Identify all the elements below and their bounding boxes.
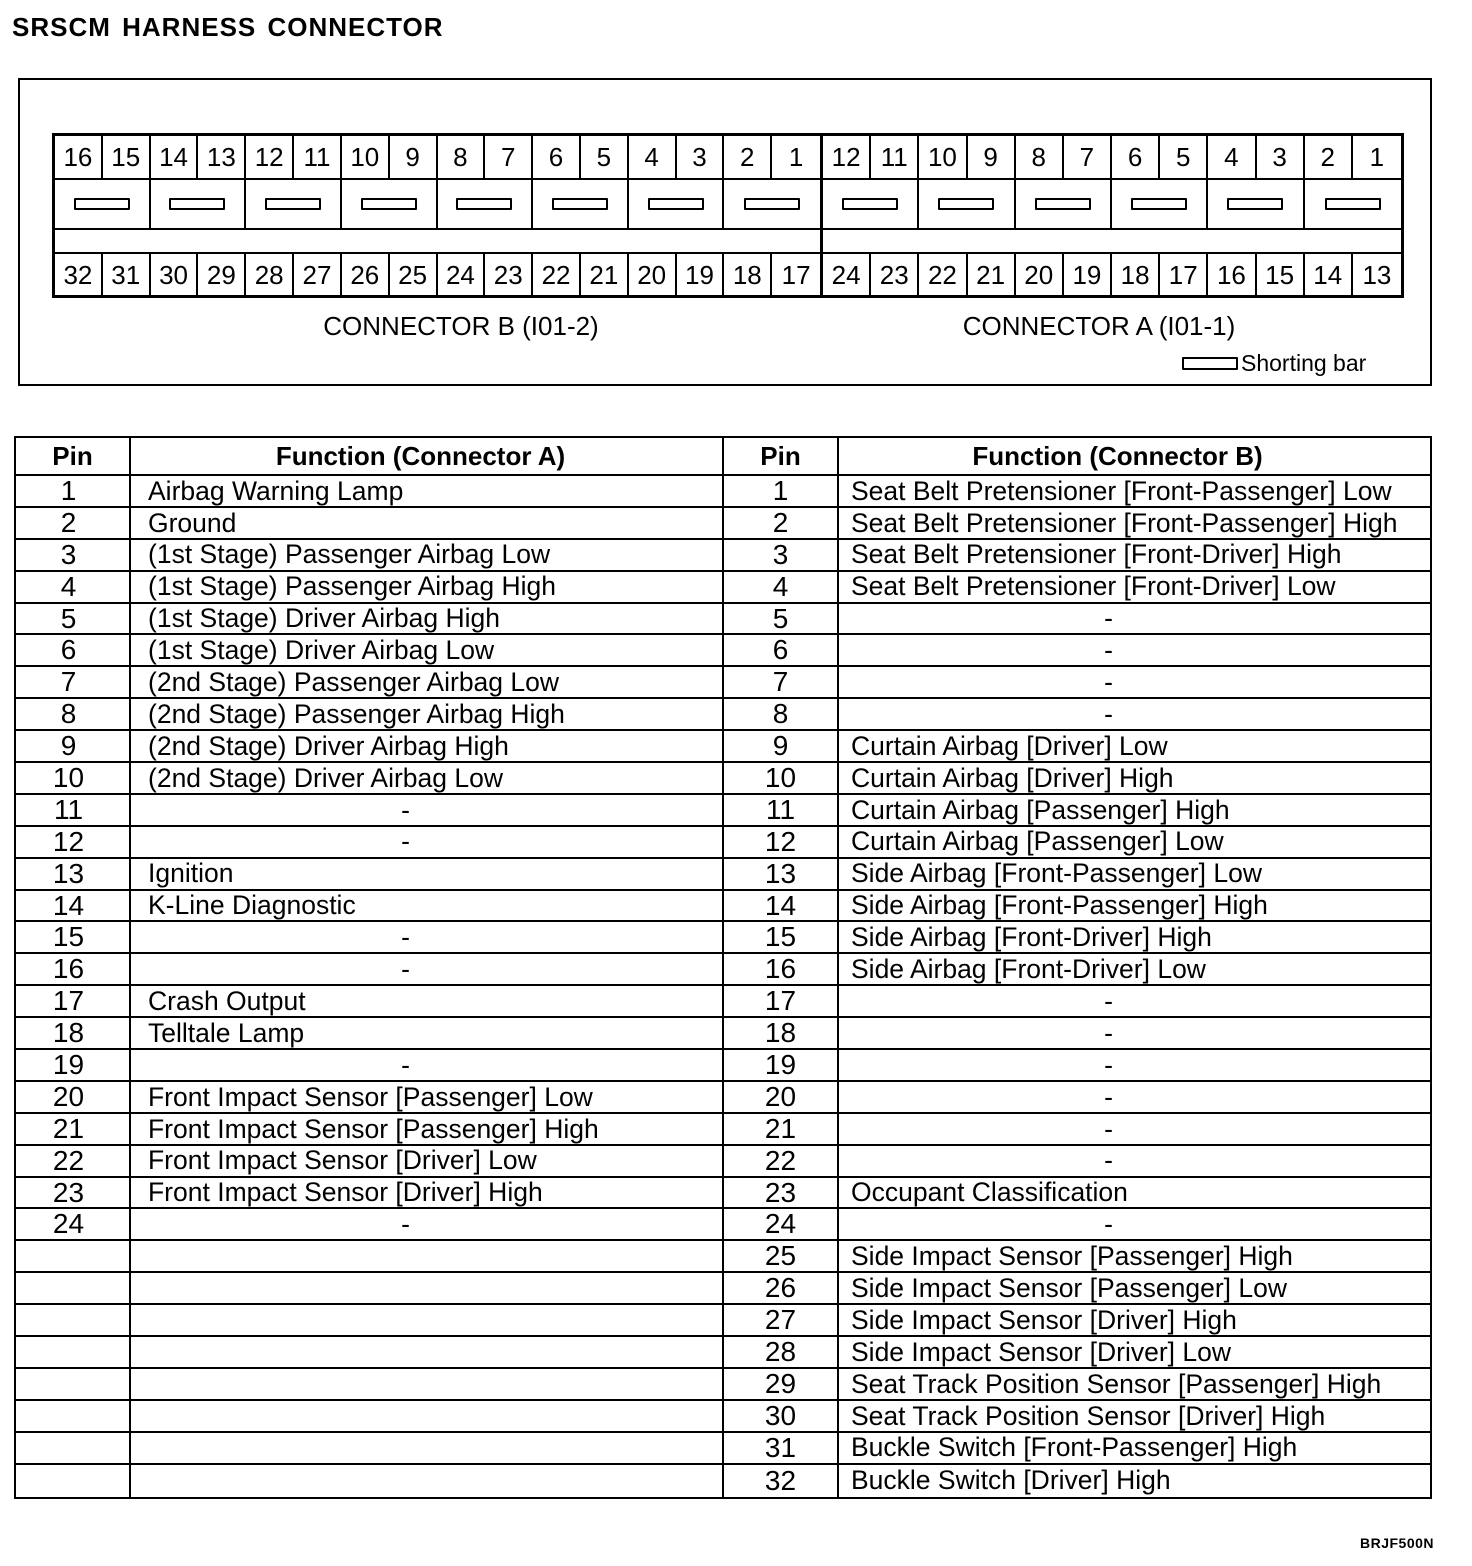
connector-a-grid — [823, 136, 1401, 295]
figure-code: BRJF500N — [1360, 1535, 1435, 1551]
connector-b-bottom-pin: 23 — [485, 254, 533, 295]
function-b-cell: Side Impact Sensor [Passenger] High — [851, 1241, 1293, 1272]
function-a-cell: (2nd Stage) Passenger Airbag High — [131, 699, 724, 729]
pin-b-cell: 7 — [724, 667, 839, 697]
connector-a-top-pin: 8 — [1016, 136, 1064, 180]
function-b-cell: Occupant Classification — [851, 1177, 1128, 1208]
pin-b-cell: 22 — [724, 1146, 839, 1176]
function-a-cell: Front Impact Sensor [Passenger] High — [131, 1114, 724, 1144]
connector-b-bottom-pin: 25 — [390, 254, 438, 295]
connector-a-bottom-pin: 18 — [1112, 254, 1160, 295]
connector-b-top-pin: 4 — [629, 136, 677, 180]
pin-b-cell: 26 — [724, 1273, 839, 1303]
connector-a-top-pin: 6 — [1112, 136, 1160, 180]
function-a-cell: (2nd Stage) Passenger Airbag Low — [131, 667, 724, 697]
pin-a-cell: 24 — [16, 1209, 131, 1239]
function-b-cell: Seat Belt Pretensioner [Front-Passenger] High — [851, 507, 1398, 538]
function-a-cell — [131, 1305, 724, 1335]
connector-a-bottom-pin: 24 — [823, 254, 871, 295]
connector-b-shorting-bar — [456, 198, 512, 210]
pin-b-cell: 23 — [724, 1178, 839, 1208]
connector-a-spacer-row — [823, 230, 1401, 254]
function-a-cell: Ignition — [131, 859, 724, 889]
pin-a-cell — [16, 1305, 131, 1335]
pin-b-cell: 2 — [724, 508, 839, 538]
table-row — [16, 859, 1430, 891]
table-row — [16, 731, 1430, 763]
table-row — [16, 1082, 1430, 1114]
function-a-cell — [131, 1401, 724, 1431]
table-row — [16, 1241, 1430, 1273]
function-a-cell: - — [131, 1050, 724, 1080]
table-row — [16, 476, 1430, 508]
pin-a-cell: 4 — [16, 572, 131, 602]
function-b-cell: - — [1104, 699, 1113, 729]
function-a-cell: (2nd Stage) Driver Airbag Low — [131, 763, 724, 793]
function-a-cell: Front Impact Sensor [Driver] Low — [131, 1146, 724, 1176]
function-b-cell: Buckle Switch [Driver] High — [851, 1465, 1171, 1496]
connector-a-top-pin: 9 — [968, 136, 1016, 180]
connector-a-shorting-bar — [938, 198, 994, 210]
function-b-cell: - — [1104, 1113, 1113, 1144]
table-row — [16, 1114, 1430, 1146]
connector-b-shorting-bar-slot — [55, 180, 151, 230]
connector-b-shorting-bar-slot — [342, 180, 438, 230]
connector-b-bottom-pin: 19 — [677, 254, 725, 295]
function-a-cell: - — [131, 1209, 724, 1239]
pin-a-cell: 13 — [16, 859, 131, 889]
pin-a-cell: 18 — [16, 1018, 131, 1048]
pin-b-cell: 27 — [724, 1305, 839, 1335]
connector-b-bottom-pin: 22 — [533, 254, 581, 295]
pin-b-cell: 19 — [724, 1050, 839, 1080]
connector-b-shorting-bar-slot — [724, 180, 820, 230]
pin-b-cell: 6 — [724, 635, 839, 665]
connector-a-top-pin: 1 — [1353, 136, 1401, 180]
connector-b-bottom-pin: 30 — [151, 254, 199, 295]
header-pin-b: Pin — [724, 438, 839, 474]
pin-function-table — [14, 436, 1432, 1499]
pin-a-cell: 21 — [16, 1114, 131, 1144]
function-a-cell — [131, 1465, 724, 1497]
function-a-cell: (2nd Stage) Driver Airbag High — [131, 731, 724, 761]
connector-b-top-pin: 5 — [581, 136, 629, 180]
pin-b-cell: 24 — [724, 1209, 839, 1239]
function-a-cell: - — [131, 795, 724, 825]
connector-b-top-pin: 13 — [198, 136, 246, 180]
header-function-b: Function (Connector B) — [972, 441, 1263, 471]
function-b-cell: Seat Belt Pretensioner [Front-Passenger] Low — [851, 476, 1392, 506]
connector-a-top-pin: 5 — [1160, 136, 1208, 180]
pin-b-cell: 31 — [724, 1433, 839, 1463]
connector-b-bottom-pin: 32 — [55, 254, 103, 295]
connector-diagram — [18, 78, 1432, 386]
function-b-cell: Side Airbag [Front-Driver] Low — [851, 954, 1206, 985]
table-row — [16, 827, 1430, 859]
connector-b-top-pin: 2 — [724, 136, 772, 180]
connector-a-bottom-pin: 22 — [919, 254, 967, 295]
function-b-cell: Side Impact Sensor [Passenger] Low — [851, 1273, 1288, 1303]
function-a-cell: Front Impact Sensor [Passenger] Low — [131, 1082, 724, 1112]
pin-a-cell: 6 — [16, 635, 131, 665]
connector-b-shorting-bar — [744, 198, 800, 210]
table-row — [16, 604, 1430, 636]
function-b-cell: Side Impact Sensor [Driver] High — [851, 1305, 1237, 1335]
pin-a-cell: 10 — [16, 763, 131, 793]
function-b-cell: Side Airbag [Front-Passenger] High — [851, 890, 1268, 921]
connector-b-shorting-bar — [361, 198, 417, 210]
connector-a-bottom-pin: 17 — [1160, 254, 1208, 295]
connector-a-top-pin: 2 — [1305, 136, 1353, 180]
table-row — [16, 1369, 1430, 1401]
connector-b-top-pin: 12 — [246, 136, 294, 180]
function-b-cell: Seat Track Position Sensor [Passenger] High — [851, 1368, 1382, 1399]
function-a-cell: (1st Stage) Driver Airbag High — [131, 604, 724, 634]
pin-b-cell: 32 — [724, 1465, 839, 1497]
function-b-cell: Curtain Airbag [Driver] Low — [851, 731, 1168, 761]
connector-b-top-pin: 11 — [294, 136, 342, 180]
connector-a-top-pin: 11 — [871, 136, 919, 180]
pin-a-cell — [16, 1241, 131, 1271]
table-row — [16, 1305, 1430, 1337]
function-b-cell: Buckle Switch [Front-Passenger] High — [851, 1432, 1298, 1463]
header-function-a: Function (Connector A) — [131, 438, 724, 474]
connector-b-top-pin: 10 — [342, 136, 390, 180]
function-b-cell: Side Impact Sensor [Driver] Low — [851, 1337, 1231, 1367]
connector-b-shorting-bar-slot — [246, 180, 342, 230]
connector-b-bottom-pin: 20 — [629, 254, 677, 295]
legend-label: Shorting bar — [1241, 350, 1367, 376]
table-row — [16, 1209, 1430, 1241]
connector-b-bottom-pin: 26 — [342, 254, 390, 295]
connector-b-bottom-pin: 21 — [581, 254, 629, 295]
connector-b-top-pin: 7 — [485, 136, 533, 180]
connector-b-top-pin: 15 — [103, 136, 151, 180]
table-row — [16, 1018, 1430, 1050]
function-b-cell: Seat Belt Pretensioner [Front-Driver] Low — [851, 571, 1336, 602]
pin-a-cell: 5 — [16, 604, 131, 634]
header-pin-a: Pin — [16, 438, 131, 474]
function-a-cell — [131, 1337, 724, 1367]
connector-b-shorting-bar — [169, 198, 225, 210]
pin-a-cell: 23 — [16, 1178, 131, 1208]
function-a-cell: K-Line Diagnostic — [131, 891, 724, 921]
pin-a-cell — [16, 1465, 131, 1497]
pin-b-cell: 3 — [724, 540, 839, 570]
function-a-cell: Airbag Warning Lamp — [131, 476, 724, 506]
connector-a-shorting-bar-slot — [1208, 180, 1304, 230]
pin-b-cell: 18 — [724, 1018, 839, 1048]
connector-a-shorting-bar-slot — [919, 180, 1015, 230]
table-row — [16, 508, 1430, 540]
table-row — [16, 572, 1430, 604]
function-a-cell: Front Impact Sensor [Driver] High — [131, 1178, 724, 1208]
connector-a-shorting-bar — [1325, 198, 1381, 210]
function-a-cell: Ground — [131, 508, 724, 538]
connector-a-shorting-bar-slot — [1016, 180, 1112, 230]
connector-b-bottom-pin: 28 — [246, 254, 294, 295]
connector-b-top-pin: 14 — [151, 136, 199, 180]
pin-b-cell: 9 — [724, 731, 839, 761]
pin-a-cell — [16, 1337, 131, 1367]
page-title: SRSCM HARNESS CONNECTOR — [12, 12, 444, 42]
table-row — [16, 540, 1430, 572]
function-a-cell — [131, 1273, 724, 1303]
table-row — [16, 891, 1430, 923]
pin-a-cell: 7 — [16, 667, 131, 697]
connector-b-top-pin: 16 — [55, 136, 103, 180]
pin-a-cell: 9 — [16, 731, 131, 761]
table-row — [16, 667, 1430, 699]
pin-b-cell: 17 — [724, 986, 839, 1016]
connector-a-bottom-pin: 14 — [1305, 254, 1353, 295]
table-header-row — [16, 438, 1430, 476]
connector-b-label: CONNECTOR B (I01-2) — [323, 311, 599, 341]
connector-b-bottom-pin: 18 — [724, 254, 772, 295]
function-b-cell: - — [1104, 1145, 1113, 1176]
table-row — [16, 922, 1430, 954]
connector-a-shorting-bar — [1131, 198, 1187, 210]
connector-a-bottom-pin: 15 — [1257, 254, 1305, 295]
function-b-cell: - — [1104, 986, 1113, 1016]
connector-a-top-pin: 10 — [919, 136, 967, 180]
connector-b-bottom-pin: 27 — [294, 254, 342, 295]
pin-b-cell: 8 — [724, 699, 839, 729]
connector-b-top-pin: 6 — [533, 136, 581, 180]
shorting-bar-legend — [1182, 350, 1366, 376]
connector-b-shorting-bar — [552, 198, 608, 210]
connector-a-shorting-bar-slot — [1112, 180, 1208, 230]
connector-b-bottom-pin: 17 — [781, 259, 811, 290]
connector-b-spacer-row — [55, 230, 820, 254]
connector-grid — [52, 133, 1404, 298]
connector-a-top-pin: 4 — [1208, 136, 1256, 180]
function-a-cell: - — [131, 954, 724, 984]
pin-b-cell: 11 — [724, 795, 839, 825]
pin-a-cell: 11 — [16, 795, 131, 825]
pin-b-cell: 15 — [724, 922, 839, 952]
table-row — [16, 1050, 1430, 1082]
pin-b-cell: 10 — [724, 763, 839, 793]
function-b-cell: Curtain Airbag [Driver] High — [851, 763, 1174, 793]
table-row — [16, 1401, 1430, 1433]
pin-b-cell: 1 — [724, 476, 839, 506]
table-row — [16, 954, 1430, 986]
pin-b-cell: 21 — [724, 1114, 839, 1144]
function-b-cell: - — [1104, 1018, 1113, 1048]
function-a-cell: - — [131, 922, 724, 952]
function-a-cell: Crash Output — [131, 986, 724, 1016]
pin-a-cell: 17 — [16, 986, 131, 1016]
connector-b-shorting-bar-slot — [533, 180, 629, 230]
connector-b-shorting-bar-slot — [438, 180, 534, 230]
connector-b-shorting-bar-slot — [629, 180, 725, 230]
pin-b-cell: 14 — [724, 891, 839, 921]
connector-b-shorting-bar — [74, 198, 130, 210]
function-a-cell: (1st Stage) Passenger Airbag Low — [131, 540, 724, 570]
connector-a-top-pin: 3 — [1257, 136, 1305, 180]
connector-b-top-pin: 1 — [772, 136, 820, 180]
connector-a-shorting-bar — [1227, 198, 1283, 210]
connector-b-top-pin: 8 — [438, 136, 486, 180]
function-a-cell — [131, 1433, 724, 1463]
function-b-cell: Side Airbag [Front-Passenger] Low — [851, 858, 1262, 889]
function-b-cell: Side Airbag [Front-Driver] High — [851, 922, 1212, 953]
connector-b-bottom-pin: 31 — [103, 254, 151, 295]
pin-b-cell: 20 — [724, 1082, 839, 1112]
function-b-cell: - — [1104, 603, 1113, 634]
connector-b-top-pin: 9 — [390, 136, 438, 180]
pin-a-cell: 1 — [16, 476, 131, 506]
connector-a-top-pin: 7 — [1064, 136, 1112, 180]
pin-a-cell: 19 — [16, 1050, 131, 1080]
pin-b-cell: 29 — [724, 1369, 839, 1399]
pin-b-cell: 16 — [724, 954, 839, 984]
table-row — [16, 1337, 1430, 1369]
connector-a-bottom-pin: 23 — [871, 254, 919, 295]
pin-a-cell — [16, 1273, 131, 1303]
table-row — [16, 1273, 1430, 1305]
pin-b-cell: 12 — [724, 827, 839, 857]
connector-a-top-pin: 12 — [823, 136, 871, 180]
table-row — [16, 699, 1430, 731]
function-a-cell: (1st Stage) Passenger Airbag High — [131, 572, 724, 602]
function-b-cell: - — [1104, 1081, 1113, 1112]
pin-a-cell: 3 — [16, 540, 131, 570]
pin-a-cell — [16, 1401, 131, 1431]
function-b-cell: - — [1104, 667, 1113, 698]
shorting-bar-icon — [1182, 357, 1238, 370]
connector-b-shorting-bar — [648, 198, 704, 210]
connector-b-shorting-bar — [265, 198, 321, 210]
pin-a-cell: 22 — [16, 1146, 131, 1176]
function-a-cell: - — [131, 827, 724, 857]
connector-a-bottom-pin: 21 — [968, 254, 1016, 295]
pin-a-cell: 16 — [16, 954, 131, 984]
connector-b-shorting-bar-slot — [151, 180, 247, 230]
table-row — [16, 1178, 1430, 1210]
connector-a-bottom-pin: 19 — [1064, 254, 1112, 295]
table-row — [16, 763, 1430, 795]
connector-a-shorting-bar — [1035, 198, 1091, 210]
connector-b-grid — [55, 136, 823, 295]
function-b-cell: - — [1104, 1050, 1113, 1080]
pin-b-cell: 13 — [724, 859, 839, 889]
function-b-cell: Seat Belt Pretensioner [Front-Driver] High — [851, 539, 1342, 570]
pin-b-cell: 25 — [724, 1241, 839, 1271]
table-row — [16, 1433, 1430, 1465]
pin-b-cell: 30 — [724, 1401, 839, 1431]
function-b-cell: - — [1104, 1209, 1113, 1240]
table-row — [16, 1146, 1430, 1178]
connector-a-shorting-bar-slot — [1305, 180, 1401, 230]
connector-a-bottom-pin: 13 — [1362, 259, 1392, 290]
function-b-cell: Curtain Airbag [Passenger] High — [851, 794, 1230, 825]
pin-a-cell: 15 — [16, 922, 131, 952]
pin-a-cell — [16, 1433, 131, 1463]
pin-b-cell: 4 — [724, 572, 839, 602]
function-a-cell — [131, 1369, 724, 1399]
pin-a-cell: 14 — [16, 891, 131, 921]
function-a-cell: Telltale Lamp — [131, 1018, 724, 1048]
connector-b-bottom-pin: 24 — [438, 254, 486, 295]
connector-a-bottom-pin: 20 — [1016, 254, 1064, 295]
table-row — [16, 635, 1430, 667]
pin-a-cell — [16, 1369, 131, 1399]
connector-a-shorting-bar — [842, 198, 898, 210]
table-row — [16, 1465, 1430, 1497]
connector-a-bottom-pin: 16 — [1208, 254, 1256, 295]
connector-b-bottom-pin: 29 — [198, 254, 246, 295]
pin-a-cell: 12 — [16, 827, 131, 857]
pin-a-cell: 2 — [16, 508, 131, 538]
pin-b-cell: 28 — [724, 1337, 839, 1367]
connector-b-top-pin: 3 — [677, 136, 725, 180]
pin-a-cell: 20 — [16, 1082, 131, 1112]
function-b-cell: Curtain Airbag [Passenger] Low — [851, 826, 1224, 857]
function-b-cell: Seat Track Position Sensor [Driver] High — [851, 1400, 1326, 1431]
pin-a-cell: 8 — [16, 699, 131, 729]
table-row — [16, 986, 1430, 1018]
function-b-cell: - — [1104, 635, 1113, 666]
function-a-cell: (1st Stage) Driver Airbag Low — [131, 635, 724, 665]
table-row — [16, 795, 1430, 827]
pin-b-cell: 5 — [724, 604, 839, 634]
function-a-cell — [131, 1241, 724, 1271]
connector-a-label: CONNECTOR A (I01-1) — [962, 311, 1236, 341]
connector-a-shorting-bar-slot — [823, 180, 919, 230]
